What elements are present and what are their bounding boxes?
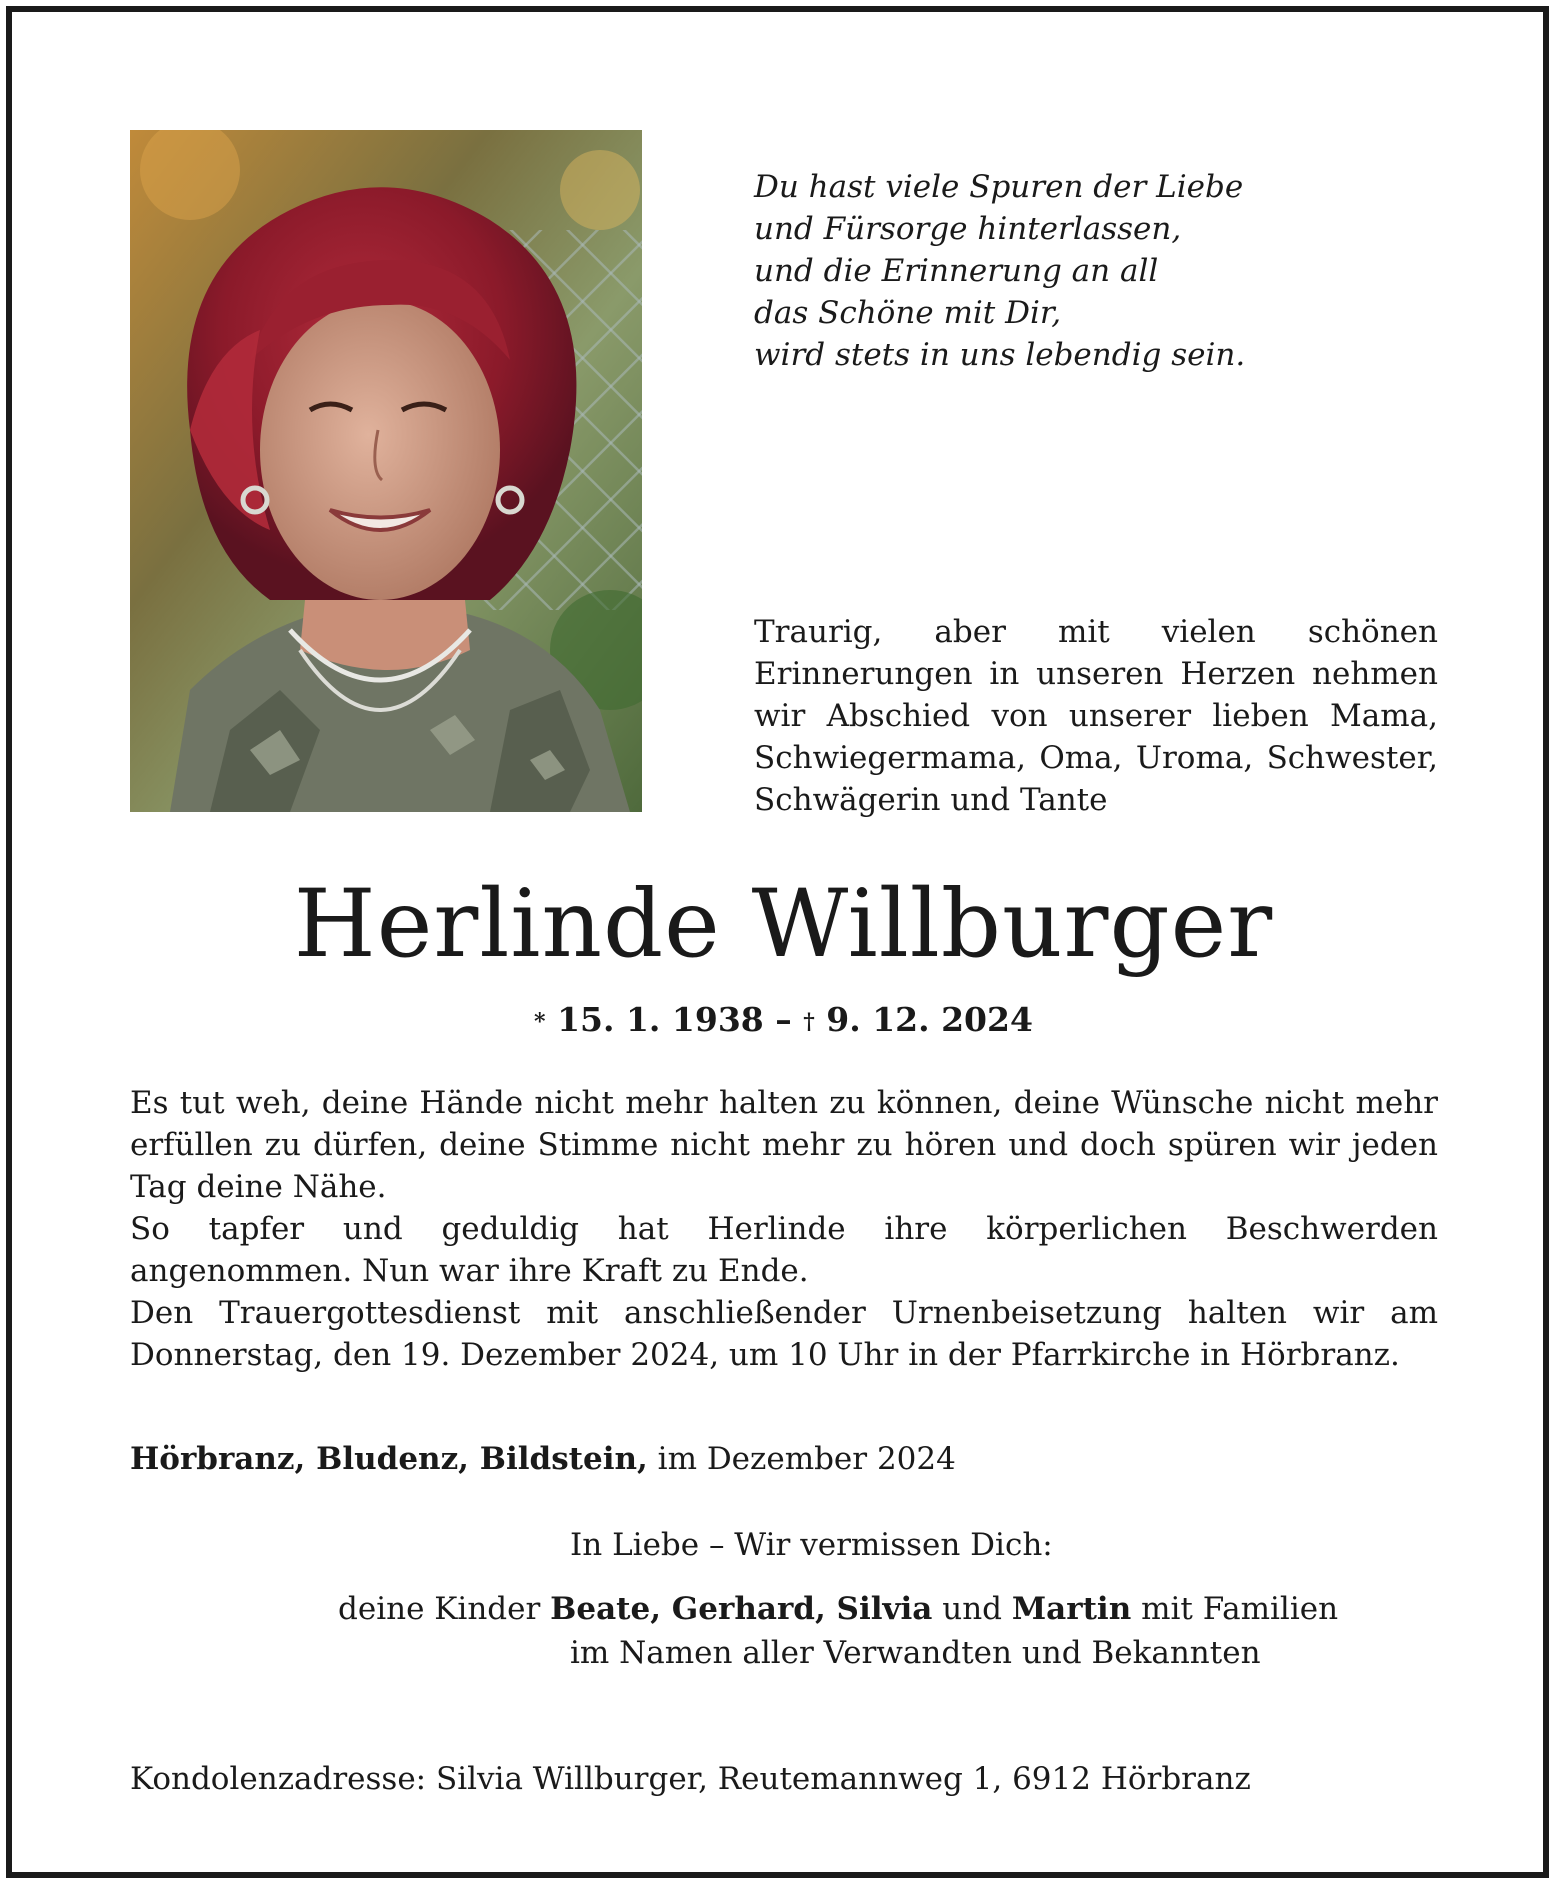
life-dates (0, 998, 1567, 1042)
children-prefix: deine Kinder (338, 1591, 551, 1627)
birth-date: 15. 1. 1938 (557, 1000, 764, 1039)
month-year: im Dezember 2024 (647, 1441, 956, 1477)
children-names: Beate, Gerhard, Silvia (550, 1591, 933, 1627)
signature-family (338, 1588, 1338, 1630)
obituary-paragraph: So tapfer und geduldig hat Herlinde ihre körperlichen Beschwerden angenommen. Nun war ihre Kraft zu Ende. (130, 1211, 1438, 1289)
poem-line: und die Erinnerung an all (754, 253, 1159, 289)
obituary-paragraph: Es tut weh, deine Hände nicht mehr halten zu können, deine Wünsche nicht mehr erfüllen zu dürfen, deine Stimme nicht mehr zu hören und doch spüren wir jeden Tag deine Nähe. (130, 1085, 1438, 1205)
poem-line: und Fürsorge hinterlassen, (754, 211, 1182, 247)
and-word: und (932, 1591, 1012, 1627)
last-child-name: Martin (1011, 1591, 1132, 1627)
signature-heading: In Liebe – Wir vermissen Dich: (570, 1527, 1053, 1563)
place-and-date (130, 1438, 1430, 1480)
poem-line: wird stets in uns lebendig sein. (754, 337, 1246, 373)
death-mark: † (803, 1009, 815, 1035)
obituary-text (130, 1082, 1438, 1376)
date-separator: – (763, 1000, 804, 1039)
poem-line: das Schöne mit Dir, (754, 295, 1062, 331)
signature-relatives: im Namen aller Verwandten und Bekannten (570, 1635, 1261, 1671)
funeral-details: Den Trauergottesdienst mit anschließender Urnenbeisetzung halten wir am Donnerstag, den 19. Dezember 2024, um 10 Uhr in der Pfarrkirche in Hörbranz. (130, 1295, 1438, 1373)
birth-mark: * (534, 1009, 546, 1035)
portrait-photo (130, 130, 642, 812)
death-date: 9. 12. 2024 (826, 1000, 1033, 1039)
families-suffix: mit Familien (1131, 1591, 1339, 1627)
deceased-name: Herlinde Willburger (293, 870, 1274, 979)
towns: Hörbranz, Bludenz, Bildstein, (130, 1441, 648, 1477)
farewell-intro: Traurig, aber mit vielen schönen Erinnerungen in unseren Herzen nehmen wir Abschied von unserer lieben Mama, Schwiegermama, Oma, Uroma, Schwester, Schwägerin und Tante (754, 614, 1438, 818)
condolence-address: Kondolenzadresse: Silvia Willburger, Reutemannweg 1, 6912 Hörbranz (130, 1761, 1251, 1797)
memorial-poem (754, 166, 1454, 376)
poem-line: Du hast viele Spuren der Liebe (754, 169, 1244, 205)
